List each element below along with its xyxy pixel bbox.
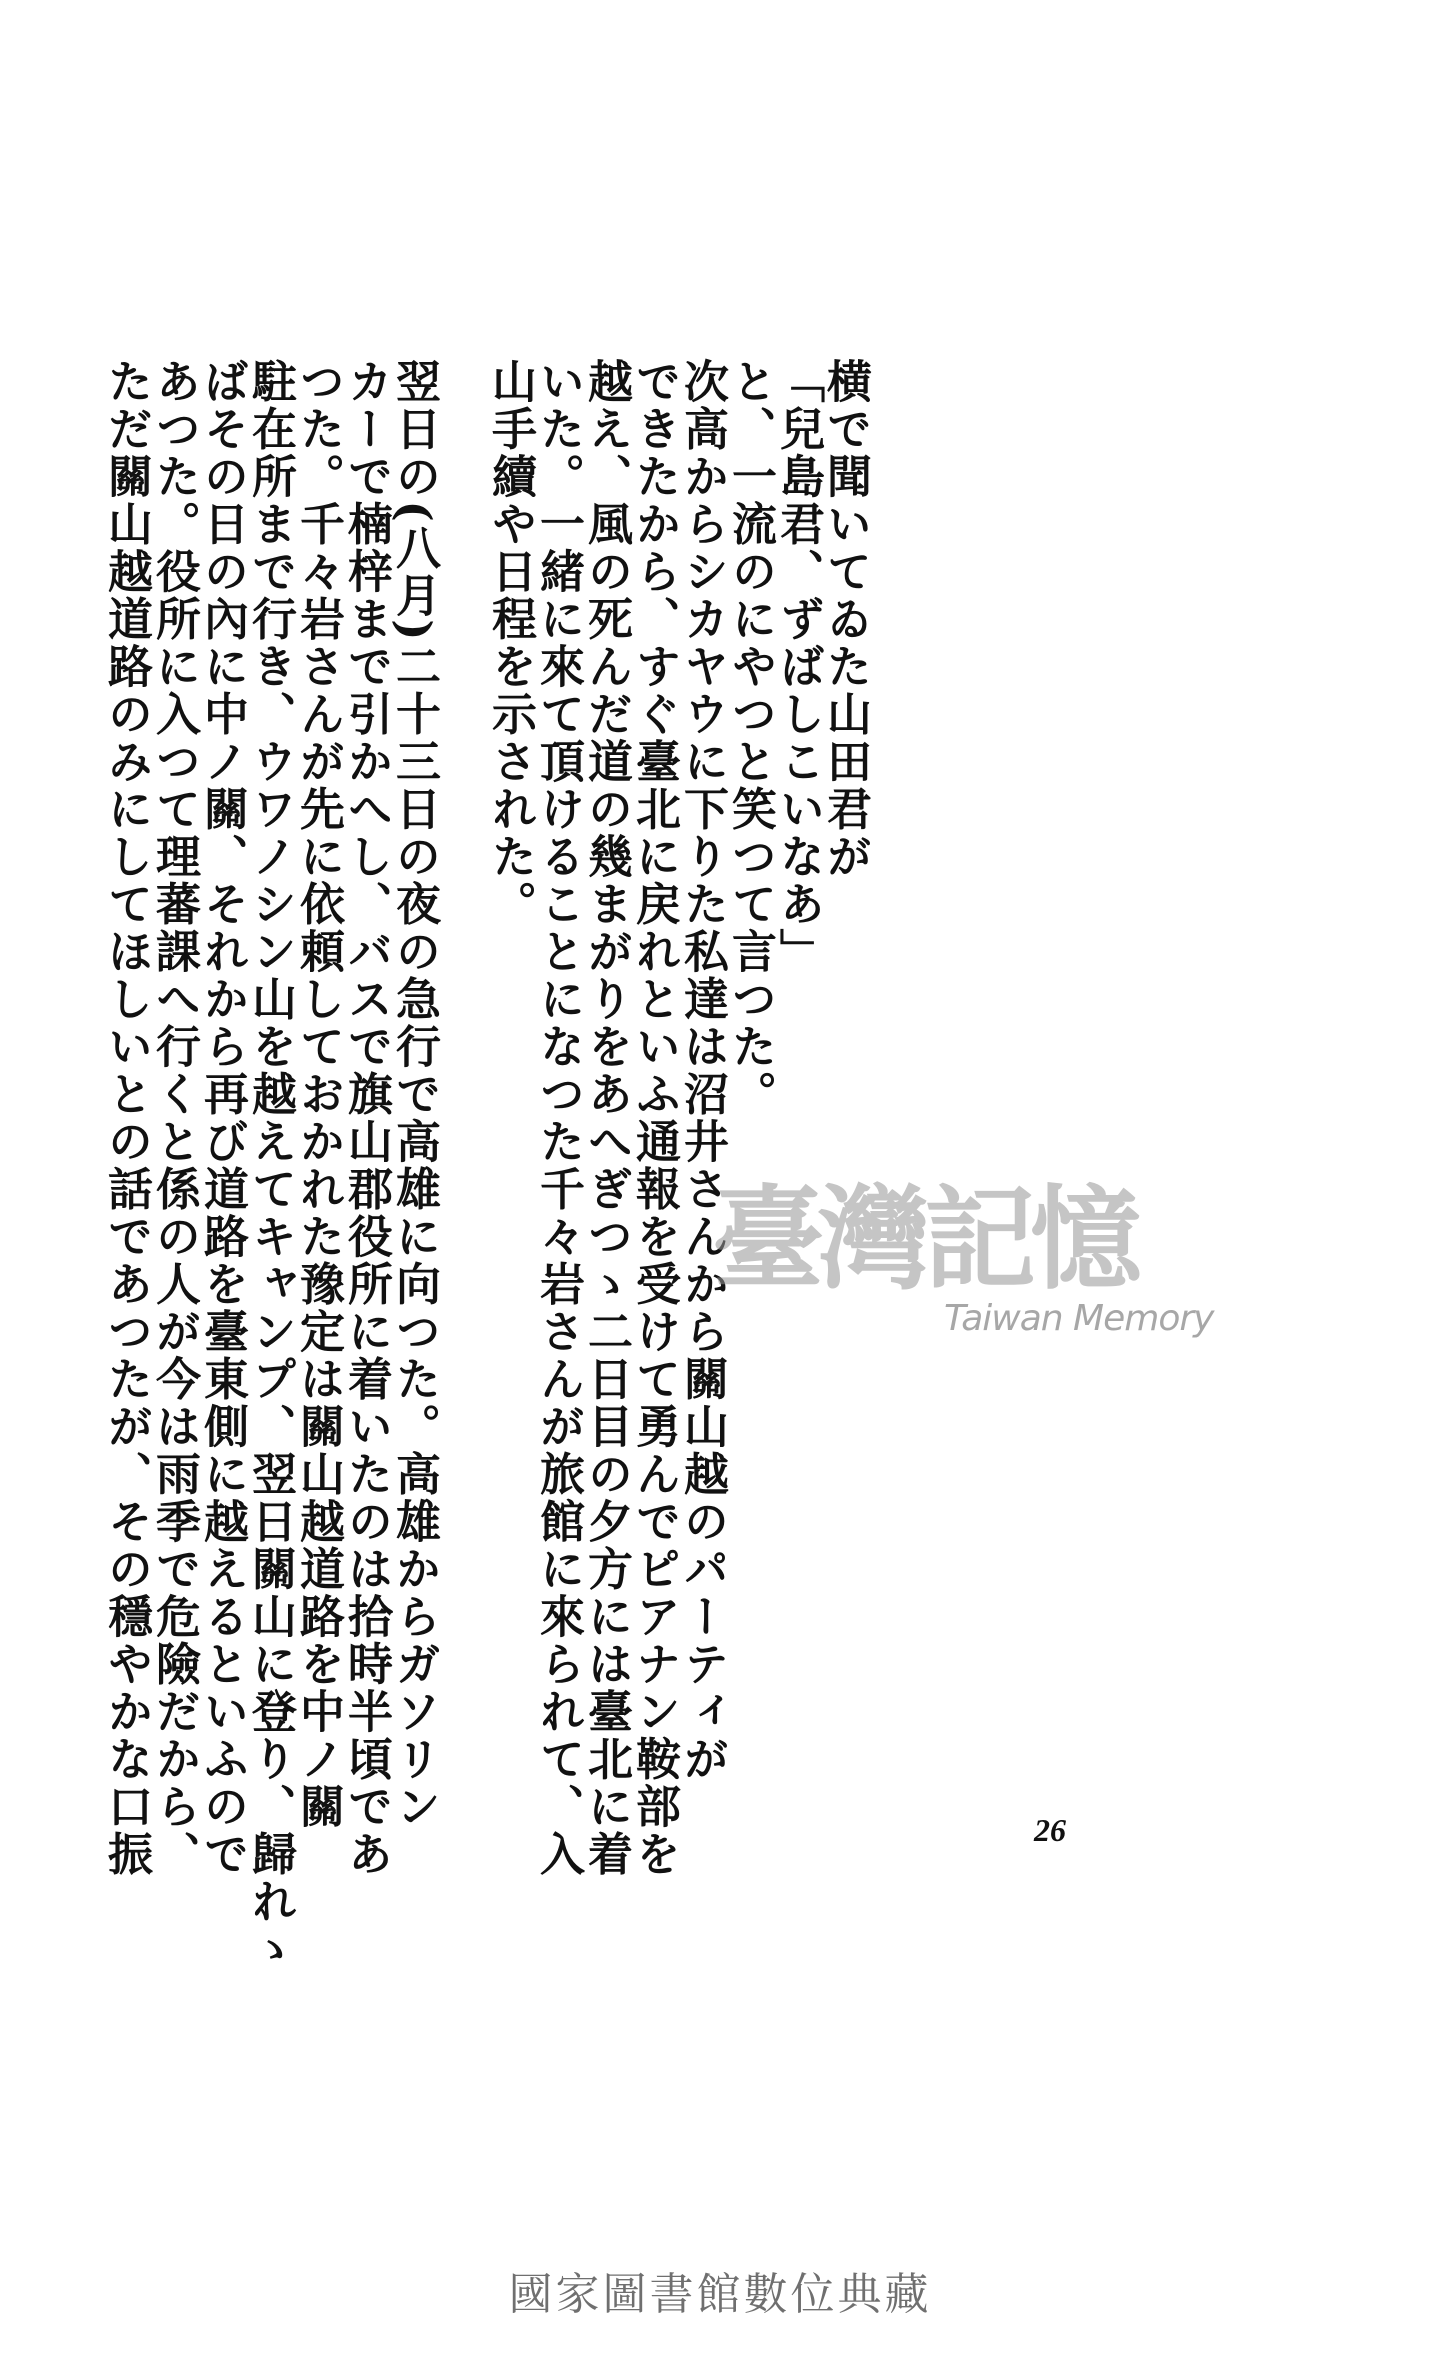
page-number: 26	[1034, 1812, 1066, 1848]
text-column-4: 次高からシカヤウに下りた私達は沼井さんから關山越のパーティが	[676, 358, 729, 1783]
text-column-10: 翌日の(八月)二十三日の夜の急行で高雄に向つた。高雄からガソリン	[388, 358, 441, 1831]
text-column-6: 越え、風の死んだ道の幾まがりをあへぎつゝ二日目の夕方には臺北に着	[580, 358, 633, 1878]
text-column-12: つた。千々岩さんが先に依頼しておかれた豫定は關山越道路を中ノ關	[292, 358, 345, 1831]
text-column-7: いた。一緒に來て頂けることになつた千々岩さんが旅館に來られて、入	[532, 358, 585, 1878]
text-column-13: 駐在所まで行き、ウワノシン山を越えてキャンプ、翌日關山に登り、歸れゝ	[244, 358, 297, 1973]
text-column-3: と、一流のにやつと笑つて言つた。	[724, 358, 777, 1118]
text-column-2: 「兒島君、ずばしこいなあ」	[772, 358, 825, 976]
watermark-subtitle: Taiwan Memory	[944, 1298, 1214, 1339]
text-column-8: 山手續や日程を示された。	[484, 358, 537, 928]
text-column-14: ばその日の內に中ノ關、それから再び道路を臺東側に越えるといふので	[196, 358, 249, 1878]
watermark-title: 臺灣記憶	[712, 1174, 1136, 1305]
text-column-11: カーで楠梓まで引かへし、バスで旗山郡役所に着いたのは拾時半頃であ	[340, 358, 393, 1878]
text-column-15: あつた。役所に入つて理蕃課へ行くと係の人が今は雨季で危險だから、	[148, 358, 201, 1878]
footer-credit: 國家圖書館數位典藏	[508, 2269, 932, 2320]
text-column-16: ただ關山越道路のみにしてほしいとの話であつたが、その穩やかな口振	[100, 358, 153, 1878]
text-column-5: できたから、すぐ臺北に戻れといふ通報を受けて勇んでピアナン鞍部を	[628, 358, 681, 1878]
text-column-1: 横で聞いてゐた山田君が	[819, 358, 872, 881]
watermark-logo	[712, 1174, 1232, 1350]
